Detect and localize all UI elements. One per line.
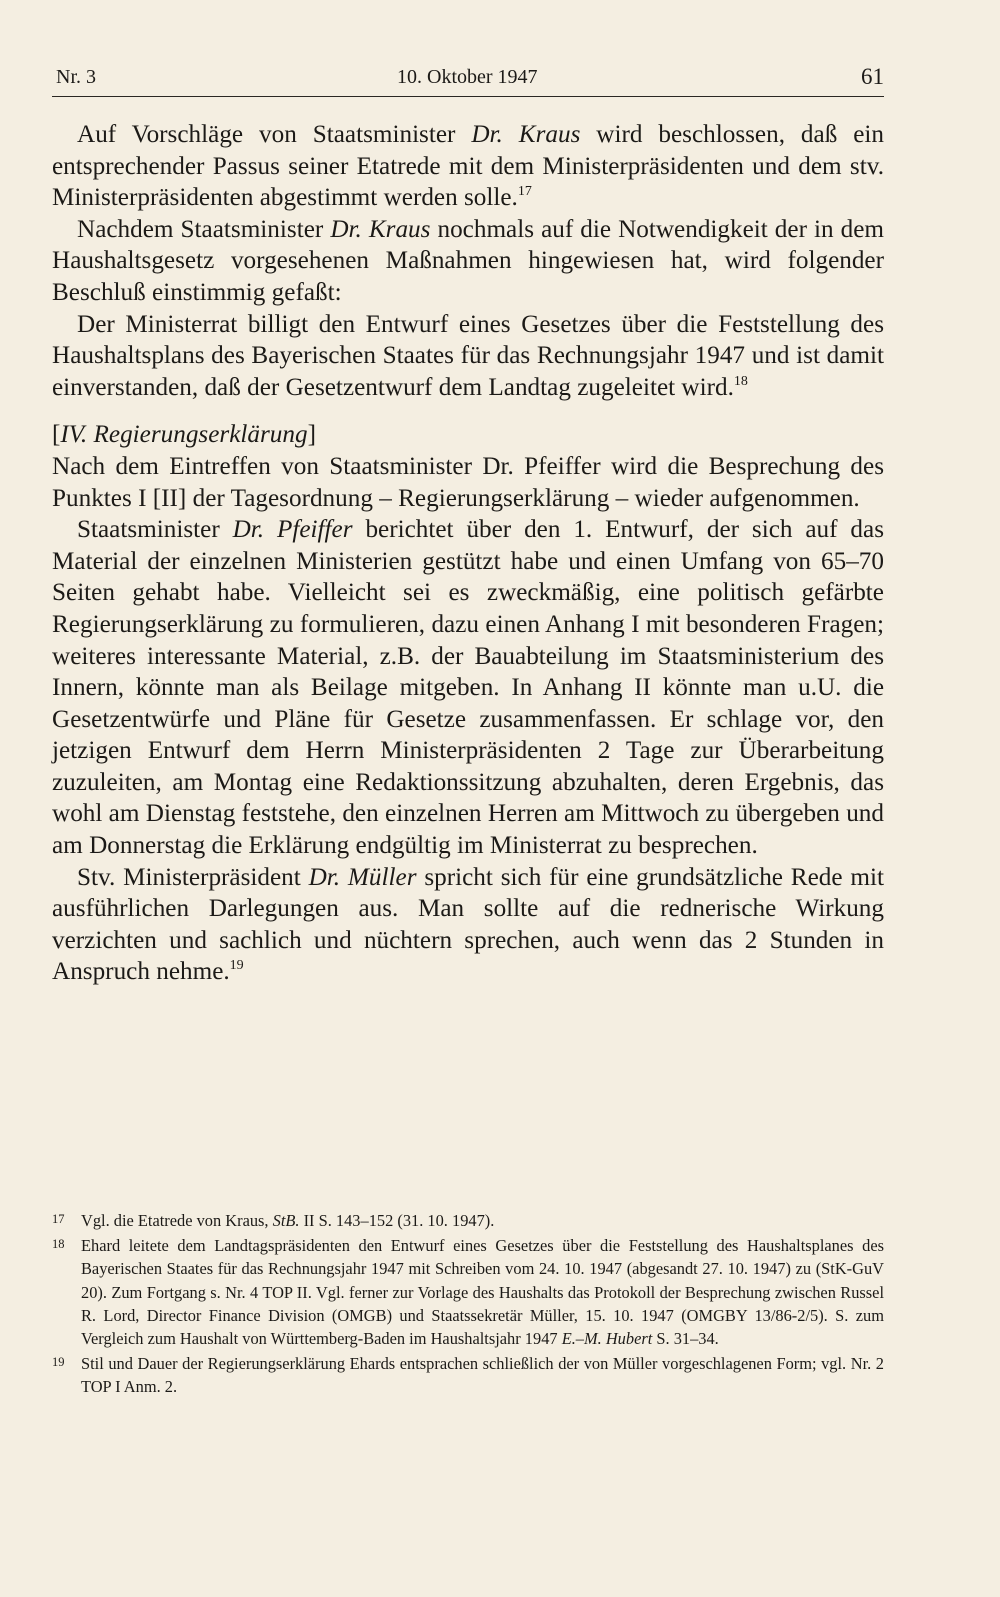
paragraph-3: Der Ministerrat billigt den Entwurf eines Gesetzes über die Feststellung des Haushaltsplans des Bayerischen Staates für das Rechnungsjahr 1947 und ist damit einverstanden, daß der Gesetzentwurf dem Landtag zugeleitet wird.$^{18}$ <box>52 310 884 401</box>
person-name: Dr. Kraus <box>471 121 581 148</box>
paragraph-5: Staatsminister Dr. Pfeiffer berichtet über den 1. Entwurf, der sich auf das Material der einzelnen Ministerien gestützt habe und einen Umfang von 65–70 Seiten gehabt habe. Vielleicht sei es zweckmäßig, eine politisch gefärbte Regierungserklärung zu formulieren, dazu einen Anhang I mit besonderen Fragen; weiteres interessante Material, z.B. der Bauabteilung im Staatsministerium des Innern, könnte man als Beilage mitgeben. In Anhang II könnte man u.U. die Gesetzentwürfe und Pläne für Gesetze zusammenfassen. Er schlage vor, den jetzigen Entwurf dem Herrn Ministerpräsidenten 2 Tage zur Überarbeitung zuzuleiten, am Montag eine Redaktionssitzung abzuhalten, deren Ergebnis, das wohl am Dienstag feststehe, den einzelnen Herren am Mittwoch zu übergeben und am Donnerstag die Erklärung endgültig im Ministerrat zu besprechen. <box>52 516 884 860</box>
section-heading: [IV. Regierungserklärung] <box>52 421 316 449</box>
paragraph-4: Nach dem Eintreffen von Staatsminister Dr. Pfeiffer wird die Besprechung des Punktes I [II] der Tagesordnung – Regierungserklärung – wieder aufgenommen. <box>52 452 884 512</box>
footnote-ref-17[interactable]: 17 <box>517 184 532 200</box>
paragraph-2: Nachdem Staatsminister Dr. Kraus nochmals auf die Notwendigkeit der in dem Haushaltsgesetz vorgesehenen Maßnahmen hingewiesen hat, wird folgender Beschluß einstimmig gefaßt: <box>52 215 885 306</box>
footnote-ref-19[interactable]: 19 <box>229 958 244 974</box>
footnote-17: 17 Vgl. die Etatrede von Kraus, StB. II S. 143–152 (31. 10. 1947). <box>52 1209 884 1232</box>
footnote-number: 19 <box>52 1355 65 1370</box>
paragraph-6: Stv. Ministerpräsident Dr. Müller spricht sich für eine grundsätzliche Rede mit ausführlichen Darlegungen aus. Man sollte auf die rednerische Wirkung verzichten und sachlich und nüchtern sprechen, auch wenn das 2 Stunden in Anspruch nehme.$^{19}$ <box>52 863 884 986</box>
header-date: 10. Oktober 1947 <box>397 66 538 88</box>
footnotes <box>52 1209 884 1401</box>
person-name: Dr. Kraus <box>330 215 431 243</box>
footnote-18: 18 Ehard leitete dem Landtagspräsidenten den Entwurf eines Gesetzes über die Feststellung des Haushaltsplanes des Bayerischen Staates für das Rechnungsjahr 1947 mit Schreiben vom 24. 10. 1947 (abgesandt 27. 10. 1947) zu (StK-GuV 20). Zum Fortgang s. Nr. 4 TOP II. Vgl. ferner zur Vorlage des Haushalts das Protokoll der Besprechung zwischen Russel R. Lord, Director Finance Division (OMGB) und Staatssekretär Müller, 15. 10. 1947 (OMGBY 13/86-2/5). S. zum Vergleich zum Haushalt von Württemberg-Baden im Haushaltsjahr 1947 E.–M. Hubert S. 31–34. <box>52 1234 884 1350</box>
person-name: Dr. Müller <box>308 863 417 891</box>
person-name: Dr. Pfeiffer <box>232 516 353 544</box>
paragraph-1: Auf Vorschläge von Staatsminister Dr. Kraus wird beschlossen, daß ein entsprechender Passus seiner Etatrede mit dem Ministerpräsidenten und dem stv. Ministerpräsidenten abgestimmt werden solle.$^{17}$ <box>52 121 884 212</box>
footnote-number: 18 <box>52 1237 65 1252</box>
footnote-19: 19 Stil und Dauer der Regierungserklärung Ehards entsprachen schließlich der von Müller vorgeschlagenen Form; vgl. Nr. 2 TOP I Anm. 2. <box>52 1352 884 1398</box>
document-number: Nr. 3 <box>56 66 96 88</box>
footnote-ref-18[interactable]: 18 <box>733 373 748 389</box>
running-header <box>52 58 884 97</box>
footnote-number: 17 <box>52 1212 65 1226</box>
page <box>52 58 884 988</box>
page-number: 61 <box>861 64 884 89</box>
main-text <box>52 119 884 988</box>
